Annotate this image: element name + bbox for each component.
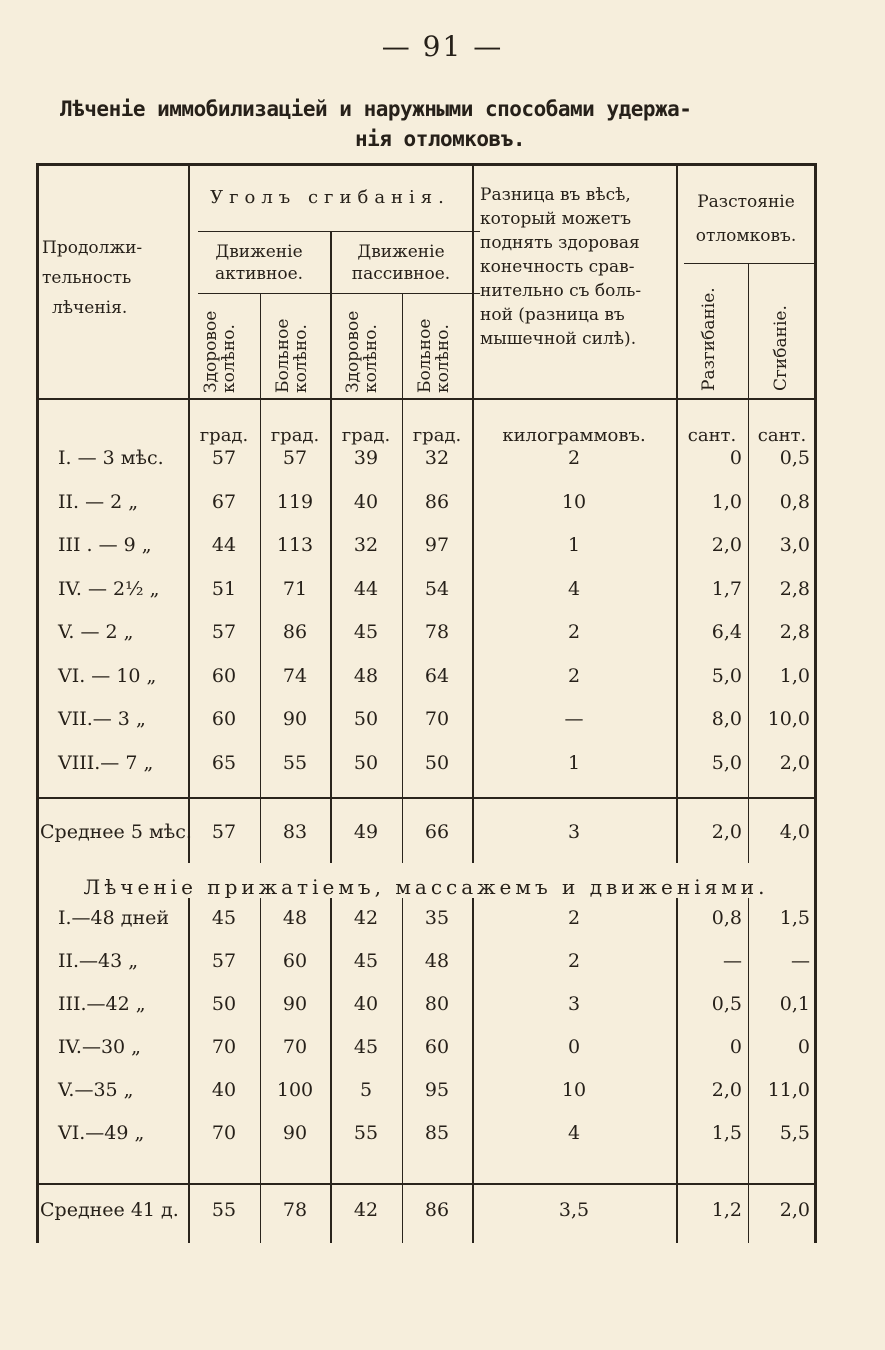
table-cell: 95 — [424, 1079, 450, 1101]
table-right-border — [814, 163, 817, 1243]
table-cell: 4 — [567, 1122, 581, 1144]
table-cell: 5,5 — [779, 1122, 810, 1144]
table-cell: 65 — [211, 751, 237, 774]
table-cell: 5 — [359, 1079, 373, 1101]
table-cell: 1,7 — [711, 577, 742, 600]
page-heading — [60, 94, 820, 154]
passive-motion-line: пассивное. — [351, 264, 451, 284]
table-cell: — — [564, 708, 584, 730]
active-motion-line: активное. — [214, 264, 304, 284]
row-label: VII.— 3 „ — [58, 708, 146, 730]
table-cell: 10 — [561, 490, 587, 513]
table-cell: — — [791, 950, 810, 972]
table-cell: 60 — [211, 664, 237, 687]
motion-subrule — [198, 293, 480, 294]
table-cell: 78 — [424, 621, 450, 643]
row-label: IV.—30 „ — [58, 1036, 142, 1058]
row-label: II. — 2 „ — [58, 490, 139, 513]
table-cell: 71 — [282, 577, 308, 600]
table-cell: 0,8 — [779, 490, 810, 513]
table-cell: 60 — [424, 1036, 450, 1058]
average-cell: 4,0 — [779, 821, 810, 843]
table-cell: 50 — [424, 751, 450, 774]
weight-diff-line: мышечной силѣ). — [480, 329, 637, 349]
table-cell: 86 — [424, 490, 450, 513]
table-cell: 0,5 — [779, 447, 810, 469]
table-cell: 0,8 — [711, 907, 742, 929]
table-cell: 86 — [282, 621, 308, 643]
average-cell: 1,2 — [711, 1199, 742, 1221]
average-cell: 55 — [211, 1199, 237, 1221]
table-cell: 3,0 — [779, 534, 810, 556]
unit-kilograms: килограммовъ. — [502, 425, 646, 446]
table-cell: 70 — [211, 1036, 237, 1058]
table-cell: 6,4 — [711, 621, 742, 643]
average-cell: 83 — [282, 821, 308, 843]
extension-header: Разгибаніе. — [699, 287, 719, 391]
vertical-header-line: Больное — [415, 318, 435, 393]
vertical-header-line: колѣно. — [433, 324, 453, 393]
table-cell: 1 — [567, 751, 581, 774]
table-cell: 8,0 — [711, 708, 742, 730]
page-number: — 91 — — [381, 30, 504, 63]
table-cell: 2 — [567, 950, 581, 972]
table-cell: 45 — [353, 621, 379, 643]
row-label: I.—48 дней — [58, 907, 170, 929]
unit-degrees: град. — [199, 425, 249, 446]
table-cell: 55 — [282, 751, 308, 774]
average-cell: 3,5 — [558, 1199, 590, 1221]
table-cell: 45 — [211, 907, 237, 929]
distance-header-line: отломковъ. — [695, 226, 797, 246]
vertical-header-line: колѣно. — [361, 324, 381, 393]
data-table — [36, 163, 816, 1243]
vertical-header-line: колѣно. — [291, 324, 311, 393]
table-cell: 0,5 — [711, 993, 742, 1015]
header-bottom-rule — [36, 398, 816, 400]
table-cell: — — [723, 950, 742, 972]
section2-title: Лѣченіе прижатіемъ, массажемъ и движеніями. — [83, 875, 769, 899]
average-cell: 66 — [424, 821, 450, 843]
table-cell: 50 — [353, 708, 379, 730]
table-cell: 2,0 — [779, 751, 810, 774]
unit-degrees: град. — [412, 425, 462, 446]
table-cell: 3 — [567, 993, 581, 1015]
table-cell: 60 — [282, 950, 308, 972]
table-cell: 2 — [567, 447, 581, 469]
unit-degrees: град. — [341, 425, 391, 446]
angle-group-header: Уголъ сгибанія. — [210, 187, 450, 208]
angle-subrule — [198, 231, 480, 232]
table-cell: 51 — [211, 577, 237, 600]
active-motion-line: Движеніе — [215, 242, 303, 262]
table-cell: 48 — [282, 907, 308, 929]
table-cell: 50 — [353, 751, 379, 774]
table-cell: 0,1 — [779, 993, 810, 1015]
passive-sick-knee-header — [416, 301, 452, 393]
vertical-header-line: Здоровое — [201, 310, 221, 393]
row-label: III . — 9 „ — [58, 534, 152, 556]
table-cell: 57 — [211, 621, 237, 643]
distance-group-header — [678, 185, 814, 253]
passive-motion-line: Движеніе — [357, 242, 445, 262]
table-cell: 10,0 — [767, 708, 810, 730]
active-sick-knee-header — [274, 301, 310, 393]
table-cell: 90 — [282, 708, 308, 730]
weight-diff-line: конечность срав- — [480, 257, 635, 277]
table-cell: 45 — [353, 1036, 379, 1058]
section2-rule — [36, 1183, 816, 1185]
table-cell: 57 — [211, 447, 237, 469]
average-row-label: Среднее 41 д. — [40, 1199, 179, 1221]
table-cell: 2,8 — [779, 577, 810, 600]
table-cell: 57 — [211, 950, 237, 972]
active-healthy-knee-header — [202, 301, 238, 393]
row-label: IV. — 2½ „ — [58, 577, 160, 600]
table-cell: 1,0 — [711, 490, 742, 513]
table-cell: 40 — [211, 1079, 237, 1101]
vertical-header-line: Больное — [273, 318, 293, 393]
table-cell: 0 — [797, 1036, 810, 1058]
table-cell: 48 — [353, 664, 379, 687]
table-cell: 5,0 — [711, 751, 742, 774]
row-label: VIII.— 7 „ — [58, 751, 154, 774]
duration-header-line: Продолжи- — [42, 238, 143, 258]
average-cell: 49 — [353, 821, 379, 843]
distance-header-line: Разстояніе — [697, 192, 795, 212]
vertical-header-line: Здоровое — [343, 310, 363, 393]
average-cell: 57 — [211, 821, 237, 843]
table-cell: 64 — [424, 664, 450, 687]
table-cell: 0 — [729, 1036, 742, 1058]
table-cell: 4 — [567, 577, 581, 600]
table-cell: 67 — [211, 490, 237, 513]
table-cell: 74 — [282, 664, 308, 687]
table-top-rule — [36, 163, 816, 166]
row-label: VI. — 10 „ — [58, 664, 157, 687]
weight-diff-line: ной (разница въ — [480, 305, 625, 325]
table-cell: 70 — [424, 708, 450, 730]
vertical-header-line: колѣно. — [219, 324, 239, 393]
average-cell: 86 — [424, 1199, 450, 1221]
duration-header-line: лѣченія. — [52, 298, 128, 318]
table-cell: 70 — [211, 1122, 237, 1144]
average-cell: 42 — [353, 1199, 379, 1221]
table-cell: 2 — [567, 907, 581, 929]
unit-degrees: град. — [270, 425, 320, 446]
table-cell: 80 — [424, 993, 450, 1015]
row-label: V. — 2 „ — [58, 621, 134, 643]
table-cell: 44 — [353, 577, 379, 600]
average-row-label: Среднее 5 мѣс. — [40, 821, 192, 843]
active-motion-header — [188, 241, 330, 285]
unit-centimeters: сант. — [757, 425, 807, 446]
table-cell: 50 — [211, 993, 237, 1015]
average-cell: 78 — [282, 1199, 308, 1221]
table-left-border — [36, 163, 39, 1243]
heading-line-1: Лѣченіе иммобилизаціей и наружными способами удержа- — [60, 97, 692, 121]
row-label: III.—42 „ — [58, 993, 146, 1015]
table-cell: 90 — [282, 1122, 308, 1144]
table-cell: 5,0 — [711, 664, 742, 687]
table-cell: 90 — [282, 993, 308, 1015]
row-label: II.—43 „ — [58, 950, 139, 972]
duration-header-line: тельность — [42, 268, 132, 288]
table-cell: 32 — [424, 447, 450, 469]
table-cell: 0 — [729, 447, 742, 469]
table-cell: 11,0 — [767, 1079, 810, 1101]
table-cell: 97 — [424, 534, 450, 556]
row-label: I. — 3 мѣс. — [58, 447, 164, 469]
table-cell: 1,5 — [779, 907, 810, 929]
table-cell: 10 — [561, 1079, 587, 1101]
passive-motion-header — [330, 241, 472, 285]
weight-diff-line: который можетъ — [480, 209, 632, 229]
table-cell: 0 — [567, 1036, 581, 1058]
table-cell: 2,0 — [711, 1079, 742, 1101]
weight-diff-line: Разница въ вѣсѣ, — [480, 185, 631, 205]
table-cell: 2 — [567, 621, 581, 643]
table-cell: 1 — [567, 534, 581, 556]
table-cell: 100 — [276, 1079, 314, 1101]
table-cell: 2,8 — [779, 621, 810, 643]
table-cell: 2 — [567, 664, 581, 687]
table-cell: 44 — [211, 534, 237, 556]
average-cell: 3 — [567, 821, 581, 843]
table-cell: 119 — [276, 490, 314, 513]
table-cell: 85 — [424, 1122, 450, 1144]
heading-line-2: нія отломковъ. — [354, 127, 525, 151]
table-cell: 54 — [424, 577, 450, 600]
table-cell: 60 — [211, 708, 237, 730]
average-cell: 2,0 — [779, 1199, 810, 1221]
table-cell: 2,0 — [711, 534, 742, 556]
table-cell: 57 — [282, 447, 308, 469]
row-label: VI.—49 „ — [58, 1122, 145, 1144]
table-cell: 40 — [353, 490, 379, 513]
table-cell: 35 — [424, 907, 450, 929]
duration-header — [42, 233, 188, 323]
table-cell: 45 — [353, 950, 379, 972]
section1-rule — [36, 797, 816, 799]
table-cell: 70 — [282, 1036, 308, 1058]
distance-subrule — [684, 263, 816, 264]
weight-diff-line: поднять здоровая — [480, 233, 640, 253]
average-cell: 2,0 — [711, 821, 742, 843]
table-cell: 39 — [353, 447, 379, 469]
passive-healthy-knee-header — [344, 301, 380, 393]
table-cell: 1,0 — [779, 664, 810, 687]
table-cell: 48 — [424, 950, 450, 972]
table-cell: 42 — [353, 907, 379, 929]
weight-diff-header — [480, 183, 676, 351]
table-cell: 40 — [353, 993, 379, 1015]
unit-centimeters: сант. — [687, 425, 737, 446]
table-cell: 1,5 — [711, 1122, 742, 1144]
table-cell: 55 — [353, 1122, 379, 1144]
table-cell: 32 — [353, 534, 379, 556]
row-label: V.—35 „ — [58, 1079, 134, 1101]
table-cell: 113 — [276, 534, 314, 556]
weight-diff-line: нительно съ боль- — [480, 281, 642, 301]
flexion-header: Сгибаніе. — [771, 305, 791, 391]
